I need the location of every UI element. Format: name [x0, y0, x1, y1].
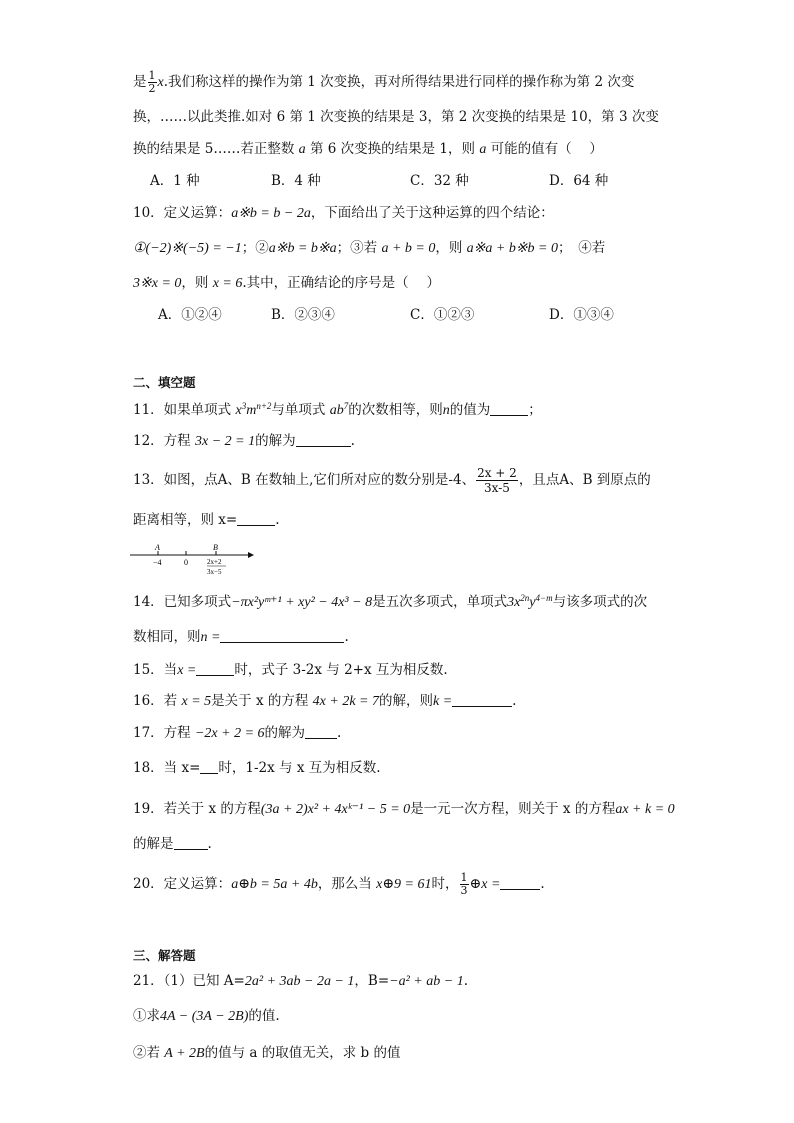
q9-option-c: C．32 种: [410, 173, 469, 189]
axis-label-a: A: [155, 543, 160, 552]
q10-stem: 10．定义运算：a※b = b − 2a，下面给出了关于这种运算的四个结论：: [133, 205, 554, 221]
axis-label-b: B: [213, 543, 218, 552]
q19-line-2: 的解是 .: [133, 836, 212, 852]
q21-stem: 21．（1）已知 A=2a² + 3ab − 2a − 1，B=−a² + ab − 1.: [133, 973, 468, 989]
q16: 16．若 x = 5是关于 x 的方程 4x + 2k = 7的解，则k = .: [133, 693, 517, 709]
q13-answer-blank[interactable]: [237, 511, 275, 526]
q11-answer-blank[interactable]: [490, 401, 528, 416]
q13-line-2: 距离相等，则 x= .: [133, 512, 280, 528]
q10-conclusions: ①(−2)※(−5) = −1；②a※b = b※a；③若 a + b = 0，则 a※a + b※b = 0； ④若: [133, 240, 606, 256]
q11-monomial-1: $x^3m^{n+2}$: [235, 401, 272, 418]
q10-conclusion-4: 3※x = 0，则 x = 6.其中，正确结论的序号是（ ）: [133, 275, 440, 291]
q9-var-x: x: [157, 75, 164, 90]
section-2-heading: 二、填空题: [133, 375, 196, 390]
axis-tick-b-den: 3x−5: [207, 568, 222, 576]
axis-tick-0: 0: [184, 558, 188, 567]
q14-line-1: 14．已知多项式−πx²yᵐ⁺¹ + xy² − 4x³ − 8是五次多项式，单项式$3x^{2n}y^{4-m}$与该多项式的次: [133, 593, 648, 610]
q15: 15．当x = 时，式子 3-2x 与 2+x 互为相反数.: [133, 662, 448, 678]
q12-answer-blank[interactable]: [296, 432, 351, 447]
q9-line-3: 换的结果是 5……若正整数 a 第 6 次变换的结果是 1，则 a 可能的值有（ ）: [133, 141, 603, 157]
q9-text-1b: .我们称这样的操作为第 1 次变换，再对所得结果进行同样的操作称为第 2 次变: [163, 74, 635, 90]
q18: 18．当 x= 时，1-2x 与 x 互为相反数.: [133, 760, 381, 776]
q11-monomial-2: $ab^7$: [329, 401, 349, 418]
q9-option-d: D．64 种: [549, 173, 609, 189]
q20-fraction: $\frac{1}{3}$: [460, 871, 468, 897]
q19-answer-blank[interactable]: [174, 835, 208, 850]
q20: 20．定义运算：a⊕b = 5a + 4b，那么当 x⊕9 = 61时， $\frac{1}{3}$ ⊕x = .: [133, 871, 545, 897]
q14-line-2: 数相同，则n = .: [133, 629, 349, 645]
q19-line-1: 19．若关于 x 的方程(3a + 2)x² + 4xᵏ⁻¹ − 5 = 0是一元一次方程，则关于 x 的方程ax + k = 0: [133, 801, 675, 817]
q15-answer-blank[interactable]: [196, 661, 234, 676]
q17-answer-blank[interactable]: [305, 724, 337, 739]
axis-tick-minus4: −4: [153, 558, 162, 567]
q21-part-1: ①求4A − (3A − 2B)的值.: [133, 1008, 280, 1024]
q9-line-1: [133, 70, 634, 95]
q9-option-a: A．1 种: [150, 173, 200, 189]
q11: 11．如果单项式 $x^3m^{n+2}$与单项式 $ab^7$的次数相等，则n的值为 ；: [133, 401, 542, 418]
q13-number-line: [128, 541, 258, 577]
q10-option-d: D．①③④: [549, 307, 614, 323]
q9-fraction: $\frac{1}{2}$: [148, 69, 156, 95]
q13-fraction: $\frac{2x + 2}{3x-5}$: [477, 466, 517, 495]
q9-line-2: 换，……以此类推.如对 6 第 1 次变换的结果是 3，第 2 次变换的结果是 10，第 3 次变: [133, 109, 659, 125]
q20-answer-blank[interactable]: [500, 875, 540, 890]
q21-part-2: ②若 A + 2B的值与 a 的取值无关，求 b 的值: [133, 1045, 401, 1061]
q10-option-a: A．①②④: [158, 307, 222, 323]
q10-option-c: C．①②③: [410, 307, 475, 323]
q10-option-b: B．②③④: [271, 307, 335, 323]
section-3-heading: 三、解答题: [133, 948, 196, 963]
q14-monomial: $3x^{2n}y^{4-m}$: [507, 593, 553, 610]
q16-answer-blank[interactable]: [452, 692, 512, 707]
axis-tick-b-num: 2x+2: [207, 558, 222, 566]
q12: 12．方程 3x − 2 = 1的解为 .: [133, 433, 355, 449]
q14-answer-blank[interactable]: [220, 628, 344, 643]
q18-answer-blank[interactable]: [200, 759, 218, 774]
q17: 17．方程 −2x + 2 = 6的解为 .: [133, 725, 342, 741]
q9-text-1a: 是: [133, 74, 147, 90]
q9-option-b: B．4 种: [271, 173, 321, 189]
q13-line-1: 13．如图，点A、B 在数轴上,它们所对应的数分别是-4、 $\frac{2x + 2}{3x-5}$ ，且点A、B 到原点的: [133, 466, 651, 495]
